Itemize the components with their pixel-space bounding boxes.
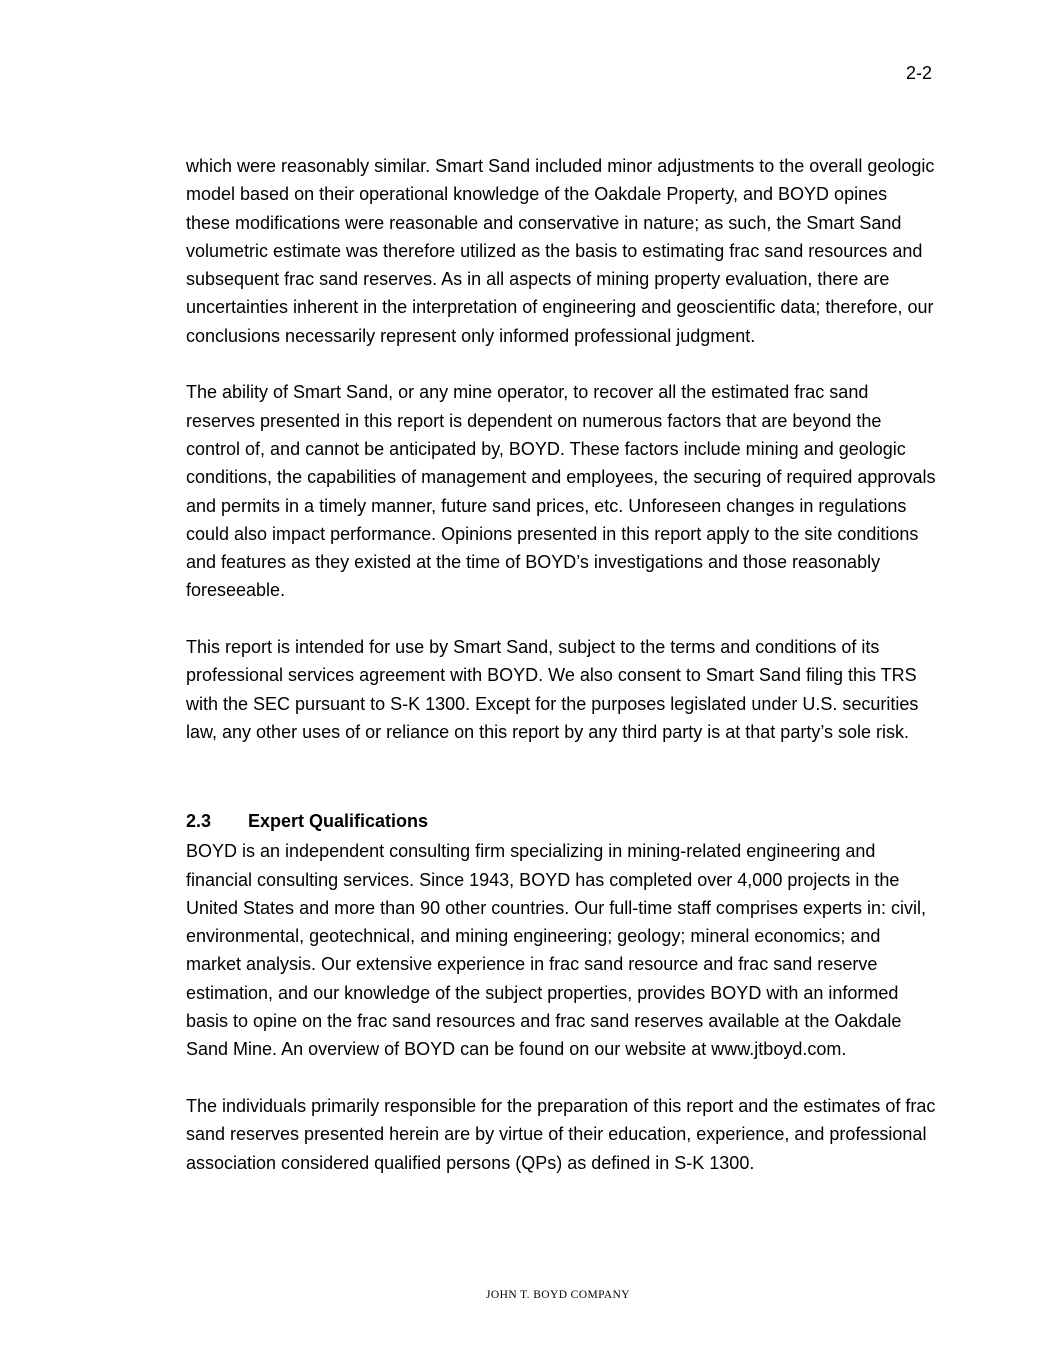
section-heading — [186, 809, 936, 833]
body-paragraph: This report is intended for use by Smart Sand, subject to the terms and conditions of its professional services agreement with BOYD. We also consent to Smart Sand filing this TRS with the SEC pursuant to S-K 1300. Except for the purposes legislated under U.S. securities law, any other uses of or reliance on this report by any third party is at that party’s sole risk. — [186, 637, 919, 742]
section-number: 2.3 — [186, 811, 212, 832]
page-number: 2-2 — [905, 63, 932, 83]
body-paragraph: The individuals primarily responsible for the preparation of this report and the estimates of frac sand reserves presented herein are by virtue of their education, experience, and professional association considered qualified persons (QPs) as defined in S-K 1300. — [186, 1095, 936, 1173]
body-paragraph: BOYD is an independent consulting firm specializing in mining-related engineering and financial consulting services. Since 1943, BOYD has completed over 4,000 projects in the United States and more than 90 other countries. Our full-time staff comprises experts in: civil, environmental, geotechnical, and mining engineering; geology; mineral economics; and market analysis. Our extensive experience in frac sand resource and frac sand reserve estimation, and our knowledge of the subject properties, provides BOYD with an informed basis to opine on the frac sand resources and frac sand reserves available at the Oakdale Sand Mine. An overview of BOYD can be found on our website at www.jtboyd.com. — [186, 841, 926, 1060]
body-paragraph: The ability of Smart Sand, or any mine operator, to recover all the estimated frac sand reserves presented in this report is dependent on numerous factors that are beyond the control of, and cannot be anticipated by, BOYD. These factors include mining and geologic conditions, the capabilities of management and employees, the securing of required approvals and permits in a timely manner, future sand prices, etc. Unforeseen changes in regulations could also impact performance. Opinions presented in this report apply to the site conditions and features as they existed at the time of BOYD’s investigations and those reasonably foreseeable. — [186, 382, 936, 601]
document-body — [186, 152, 936, 1177]
footer-company-name: JOHN T. BOYD COMPANY — [486, 1289, 630, 1301]
section-title: Expert Qualifications — [248, 811, 429, 832]
body-paragraph: which were reasonably similar. Smart Sand included minor adjustments to the overall geologic model based on their operational knowledge of the Oakdale Property, and BOYD opines these modifications were reasonable and conservative in nature; as such, the Smart Sand volumetric estimate was therefore utilized as the basis to estimating frac sand resources and subsequent frac sand reserves. As in all aspects of mining property evaluation, there are uncertainties inherent in the interpretation of engineering and geoscientific data; therefore, our conclusions necessarily represent only informed professional judgment. — [186, 156, 935, 346]
